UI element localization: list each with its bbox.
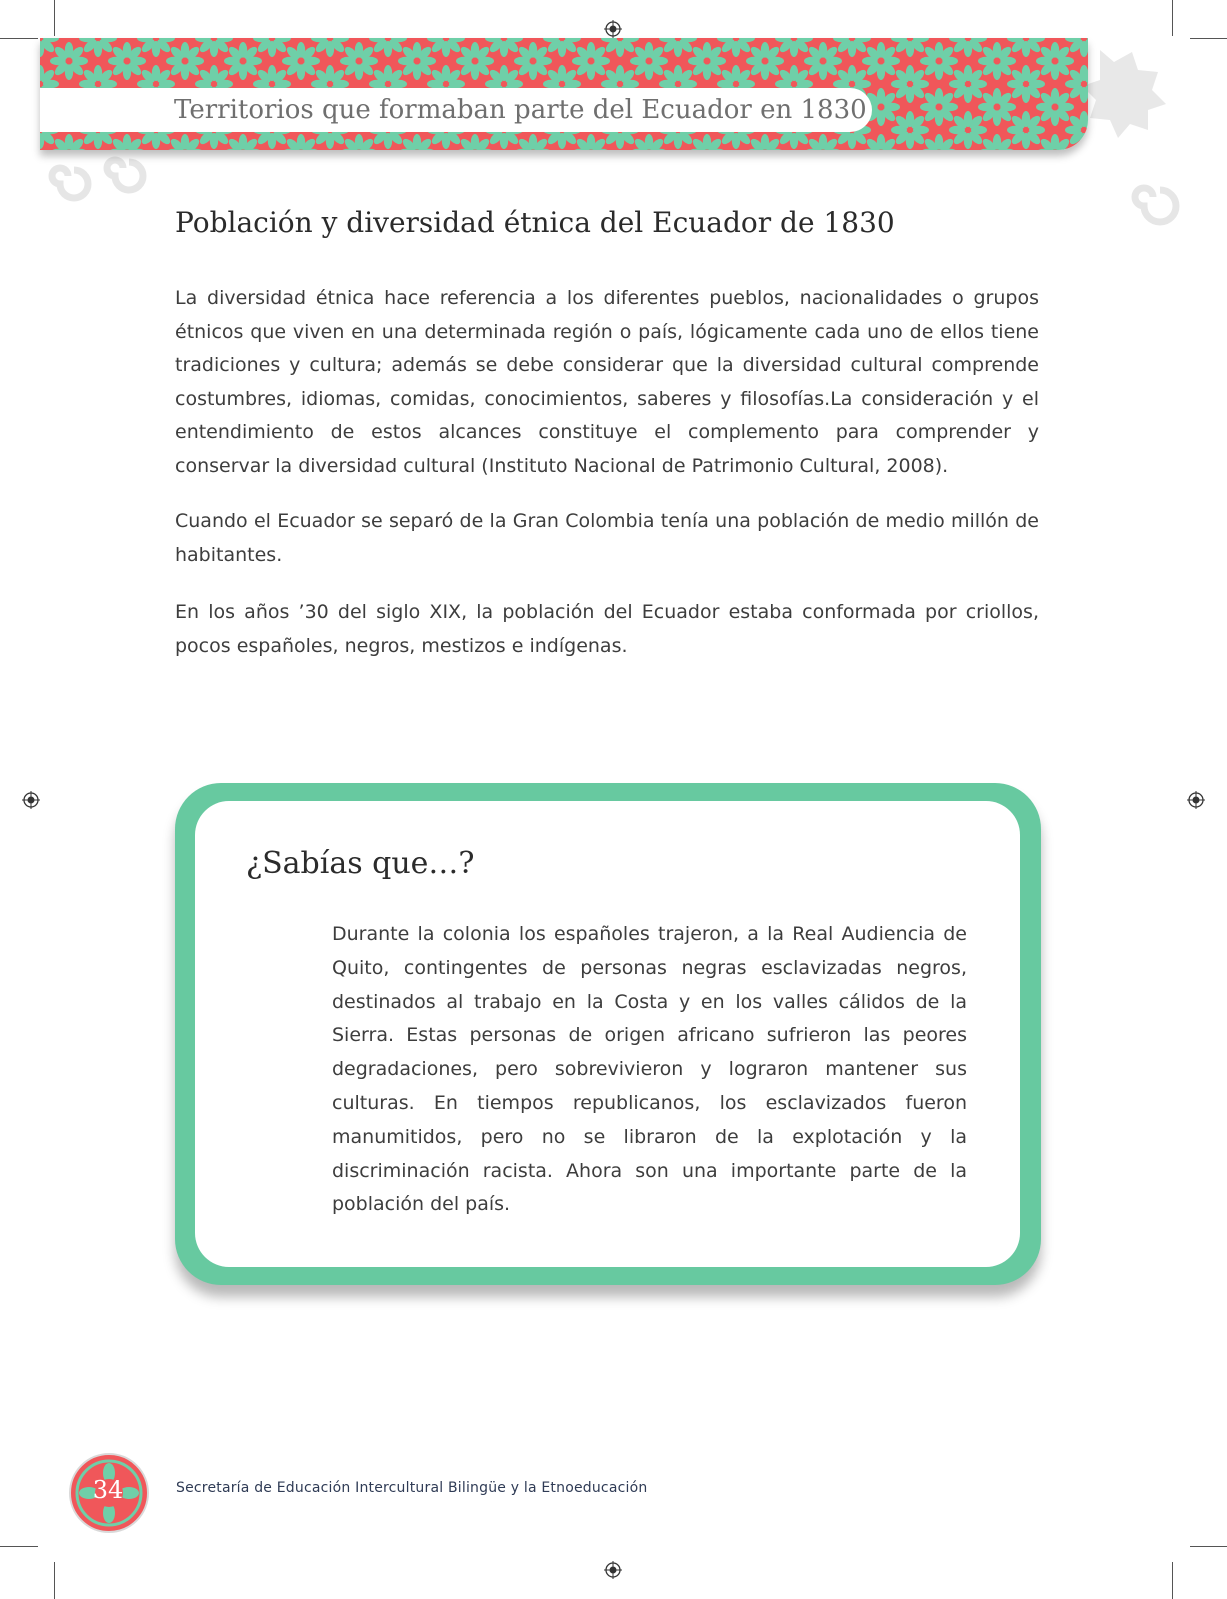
- crop-mark: [0, 38, 38, 39]
- registration-mark-icon: [604, 1561, 622, 1579]
- did-you-know-title: ¿Sabías que…?: [246, 846, 475, 881]
- body-paragraph: En los años ’30 del siglo XIX, la población del Ecuador estaba conformada por criollos, pocos españoles, negros, mestizos e indígenas.: [175, 601, 1039, 657]
- header-title: Territorios que formaban parte del Ecuador en 1830: [174, 95, 867, 125]
- crop-mark: [54, 0, 55, 36]
- body-paragraph: La diversidad étnica hace referencia a los diferentes pueblos, nacionalidades o grupos étnicos que viven en una determinada región o país, lógicamente cada uno de ellos tiene tradiciones y cultura; además se debe considerar que la diversidad cultural comprende costumbres, idiomas, comidas, conocimientos, saberes y filosofías.La consideración y el entendimiento de estos alcances constituye el complemento para comprender y conservar la diversidad cultural (Instituto Nacional de Patrimonio Cultural, 2008).: [175, 287, 1039, 477]
- crop-mark: [54, 1562, 55, 1599]
- crop-mark: [1172, 1562, 1173, 1599]
- registration-mark-icon: [1187, 791, 1205, 809]
- section-title: Población y diversidad étnica del Ecuador de 1830: [175, 206, 895, 239]
- body-paragraph: Cuando el Ecuador se separó de la Gran Colombia tenía una población de medio millón de habitantes.: [175, 510, 1039, 566]
- crop-mark: [1172, 0, 1173, 36]
- spiral-ornament-icon: [44, 150, 154, 220]
- did-you-know-text: Durante la colonia los españoles trajeron, a la Real Audiencia de Quito, contingentes de personas negras esclavizadas negros, destinados al trabajo en la Costa y en los valles cálidos de la Sierra. Estas personas de origen africano sufrieron las peores degradaciones, pero sobrevivieron y lograron mantener sus culturas. En tiempos republicanos, los esclavizados fueron manumitidos, pero no se libraron de la explotación y la discriminación racista. Ahora son una importante parte de la población del país.: [332, 923, 967, 1216]
- page-number: 34: [92, 1476, 124, 1504]
- footer-publisher: Secretaría de Educación Intercultural Bilingüe y la Etnoeducación: [176, 1480, 648, 1496]
- crop-mark: [1190, 1546, 1227, 1547]
- crop-mark: [0, 1546, 38, 1547]
- crop-mark: [1190, 38, 1227, 39]
- registration-mark-icon: [604, 20, 622, 38]
- registration-mark-icon: [22, 791, 40, 809]
